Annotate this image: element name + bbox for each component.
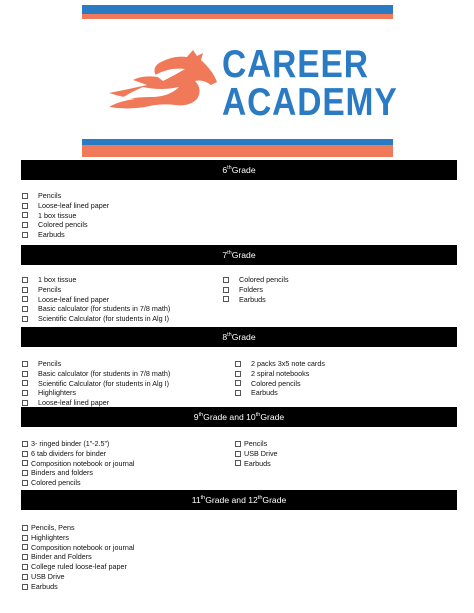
list-item[interactable]: Colored pencils (22, 478, 134, 488)
list-item[interactable]: Earbuds (22, 230, 109, 240)
checkbox[interactable] (22, 451, 28, 457)
list-item[interactable]: Earbuds (22, 582, 134, 592)
checkbox[interactable] (22, 535, 28, 541)
grade-11-12-list (22, 523, 134, 592)
checkbox[interactable] (22, 554, 28, 560)
list-item[interactable]: Pencils (235, 439, 278, 449)
checkbox[interactable] (22, 203, 28, 209)
grade-9-10-list-right (235, 439, 278, 468)
checkbox[interactable] (22, 525, 28, 531)
checkbox[interactable] (22, 544, 28, 550)
list-item[interactable]: Colored pencils (223, 275, 289, 285)
list-item[interactable]: Basic calculator (for students in 7/8 math) (22, 369, 170, 379)
logo-word-academy: ACADEMY (222, 81, 398, 124)
checkbox[interactable] (235, 380, 241, 386)
list-item[interactable]: 3- ringed binder (1”-2.5”) (22, 439, 134, 449)
list-item[interactable]: Loose-leaf lined paper (22, 398, 170, 408)
grade-6-header: 6 $^{th}$ Grade (21, 160, 457, 180)
grade-6-list (22, 191, 109, 240)
top-orange-stripe (82, 14, 393, 19)
list-item[interactable]: Scientific Calculator (for students in Alg I) (22, 379, 170, 389)
checkbox[interactable] (22, 460, 28, 466)
checkbox[interactable] (235, 441, 241, 447)
list-item[interactable]: Binder and Folders (22, 552, 134, 562)
grade-7-list-right (223, 275, 289, 304)
list-item[interactable]: 2 spiral notebooks (235, 369, 325, 379)
list-item[interactable]: 1 box tissue (22, 275, 170, 285)
list-item[interactable]: Earbuds (235, 459, 278, 469)
list-item[interactable]: Binders and folders (22, 468, 134, 478)
list-item[interactable]: Folders (223, 285, 289, 295)
checkbox[interactable] (22, 361, 28, 367)
checkbox[interactable] (22, 277, 28, 283)
grade-7-list-left (22, 275, 170, 324)
list-item[interactable]: Highlighters (22, 533, 134, 543)
checkbox[interactable] (22, 222, 28, 228)
logo-word-career: CAREER (222, 43, 369, 86)
checkbox[interactable] (22, 400, 28, 406)
list-item[interactable]: Pencils, Pens (22, 523, 134, 533)
checkbox[interactable] (22, 296, 28, 302)
checkbox[interactable] (22, 564, 28, 570)
list-item[interactable]: Composition notebook or journal (22, 459, 134, 469)
checkbox[interactable] (22, 441, 28, 447)
checkbox[interactable] (22, 193, 28, 199)
list-item[interactable]: Basic calculator (for students in 7/8 math) (22, 304, 170, 314)
checkbox[interactable] (22, 232, 28, 238)
list-item[interactable]: Loose-leaf lined paper (22, 295, 170, 305)
checkbox[interactable] (22, 316, 28, 322)
checkbox[interactable] (235, 361, 241, 367)
grade-8-header: 8 $^{th}$ Grade (21, 327, 457, 347)
list-item[interactable]: Composition notebook or journal (22, 543, 134, 553)
grade-9-10-list-left (22, 439, 134, 488)
grade-8-list-right (235, 359, 325, 398)
list-item[interactable]: 6 tab dividers for binder (22, 449, 134, 459)
list-item[interactable]: Pencils (22, 359, 170, 369)
checkbox[interactable] (22, 371, 28, 377)
checkbox[interactable] (22, 306, 28, 312)
list-item[interactable]: 2 packs 3x5 note cards (235, 359, 325, 369)
list-item[interactable]: Colored pencils (22, 220, 109, 230)
list-item[interactable]: USB Drive (235, 449, 278, 459)
checkbox[interactable] (22, 574, 28, 580)
checkbox[interactable] (22, 390, 28, 396)
checkbox[interactable] (22, 287, 28, 293)
checkbox[interactable] (223, 277, 229, 283)
bottom-orange-stripe (82, 145, 393, 157)
grade-9-10-header: 9 $^{th}$ Grade and 10 $^{th}$ Grade (21, 407, 457, 427)
checkbox[interactable] (22, 584, 28, 590)
grade-8-list-left (22, 359, 170, 408)
checkbox[interactable] (235, 460, 241, 466)
list-item[interactable]: 1 box tissue (22, 211, 109, 221)
checkbox[interactable] (235, 371, 241, 377)
horse-logo-icon (103, 47, 223, 113)
checkbox[interactable] (223, 296, 229, 302)
list-item[interactable]: Colored pencils (235, 379, 325, 389)
list-item[interactable]: Pencils (22, 191, 109, 201)
list-item[interactable]: Scientific Calculator (for students in Alg I) (22, 314, 170, 324)
checkbox[interactable] (22, 212, 28, 218)
checkbox[interactable] (235, 390, 241, 396)
checkbox[interactable] (22, 470, 28, 476)
checkbox[interactable] (22, 380, 28, 386)
grade-7-header: 7 $^{th}$ Grade (21, 245, 457, 265)
checkbox[interactable] (22, 480, 28, 486)
list-item[interactable]: USB Drive (22, 572, 134, 582)
list-item[interactable]: Highlighters (22, 388, 170, 398)
checkbox[interactable] (223, 287, 229, 293)
grade-11-12-header: 11 $^{th}$ Grade and 12 $^{th}$ Grade (21, 490, 457, 510)
list-item[interactable]: Earbuds (235, 388, 325, 398)
list-item[interactable]: College ruled loose-leaf paper (22, 562, 134, 572)
list-item[interactable]: Loose-leaf lined paper (22, 201, 109, 211)
list-item[interactable]: Earbuds (223, 295, 289, 305)
list-item[interactable]: Pencils (22, 285, 170, 295)
checkbox[interactable] (235, 451, 241, 457)
